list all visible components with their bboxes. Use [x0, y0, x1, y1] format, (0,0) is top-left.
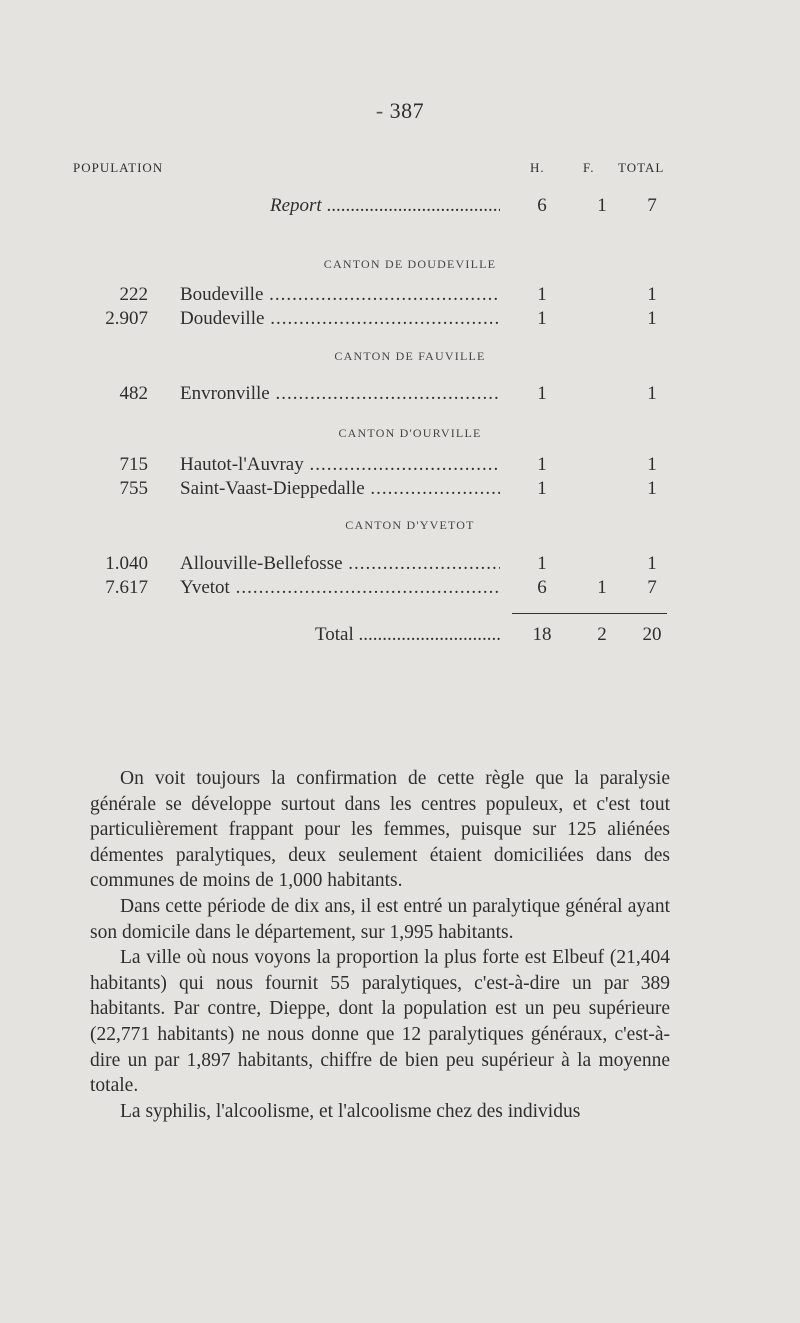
- h-cell: 1: [537, 308, 547, 329]
- commune-cell: Doudeville .....: [180, 308, 500, 330]
- canton-heading: CANTON D'YVETOT: [345, 518, 475, 532]
- table-row: [0, 553, 800, 579]
- header-total: TOTAL: [618, 160, 665, 175]
- commune-cell: Yvetot .....: [180, 577, 500, 599]
- commune-cell: Envronville .....: [180, 383, 500, 405]
- total-cell: 1: [647, 308, 657, 329]
- canton-heading: CANTON DE DOUDEVILLE: [323, 257, 497, 271]
- total-rule: [512, 613, 667, 614]
- total-cell: 1: [647, 383, 657, 404]
- h-cell: 1: [537, 454, 547, 475]
- table-row: [0, 308, 800, 334]
- header-f: F.: [583, 160, 595, 175]
- commune-cell: Saint-Vaast-Dieppedalle .....: [180, 478, 500, 500]
- body-text: [90, 766, 670, 1124]
- commune-cell: Allouville-Bellefosse .....: [180, 553, 500, 575]
- total-row: [0, 624, 800, 650]
- paragraph: On voit toujours la confirmation de cette règle que la paralysie générale se développe surtout dans les centres populeux, et c'est tout particulièrement frappant pour les femmes, puisque sur 125 aliénées démentes paralytiques, deux seulement étaient domiciliées dans des communes de moins de 1,000 habitants.: [90, 768, 670, 892]
- population-cell: 1.040: [105, 553, 148, 574]
- report-label: Report .....: [270, 195, 500, 217]
- report-total: 7: [647, 195, 657, 216]
- total-cell: 7: [647, 577, 657, 598]
- table-row: [0, 383, 800, 409]
- population-cell: 7.617: [105, 577, 148, 598]
- h-cell: 1: [537, 284, 547, 305]
- header-h: H.: [530, 160, 545, 175]
- commune-cell: Hautot-l'Auvray .....: [180, 454, 500, 476]
- header-population: POPULATION: [73, 160, 164, 175]
- total-cell: 1: [647, 454, 657, 475]
- h-cell: 6: [537, 577, 547, 598]
- canton-heading: CANTON DE FAUVILLE: [334, 349, 486, 363]
- total-label: Total .....: [315, 624, 500, 646]
- report-row: [0, 195, 800, 221]
- h-cell: 1: [537, 478, 547, 499]
- population-cell: 482: [119, 383, 148, 404]
- population-cell: 222: [119, 284, 148, 305]
- total-cell: 1: [647, 553, 657, 574]
- population-cell: 715: [119, 454, 148, 475]
- table-row: [0, 284, 800, 310]
- population-cell: 2.907: [105, 308, 148, 329]
- total-f: 2: [597, 624, 607, 645]
- table-row: [0, 454, 800, 480]
- paragraph: Dans cette période de dix ans, il est entré un paralytique général ayant son domicile dans le département, sur 1,995 habitants.: [90, 895, 670, 943]
- h-cell: 1: [537, 383, 547, 404]
- population-cell: 755: [119, 478, 148, 499]
- total-h: 18: [532, 624, 552, 645]
- report-h: 6: [537, 195, 547, 216]
- total-cell: 1: [647, 478, 657, 499]
- page-number: - 387: [375, 98, 425, 123]
- f-cell: 1: [597, 577, 607, 598]
- canton-heading: CANTON D'OURVILLE: [338, 426, 482, 440]
- total-cell: 1: [647, 284, 657, 305]
- paragraph: La ville où nous voyons la proportion la plus forte est Elbeuf (21,404 habitants) qui nous fournit 55 paralytiques, c'est-à-dire un par 389 habitants. Par contre, Dieppe, dont la population est un peu supérieure (22,771 habitants) ne nous donne que 12 paralytiques généraux, c'est-à-dire un par 1,897 habitants, chiffre de bien peu supérieur à la moyenne totale.: [90, 947, 670, 1097]
- paragraph: La syphilis, l'alcoolisme, et l'alcoolisme chez des individus: [120, 1100, 581, 1122]
- total-total: 20: [642, 624, 662, 645]
- commune-cell: Boudeville .....: [180, 284, 500, 306]
- h-cell: 1: [537, 553, 547, 574]
- table-row: [0, 577, 800, 603]
- table-row: [0, 478, 800, 504]
- report-f: 1: [597, 195, 607, 216]
